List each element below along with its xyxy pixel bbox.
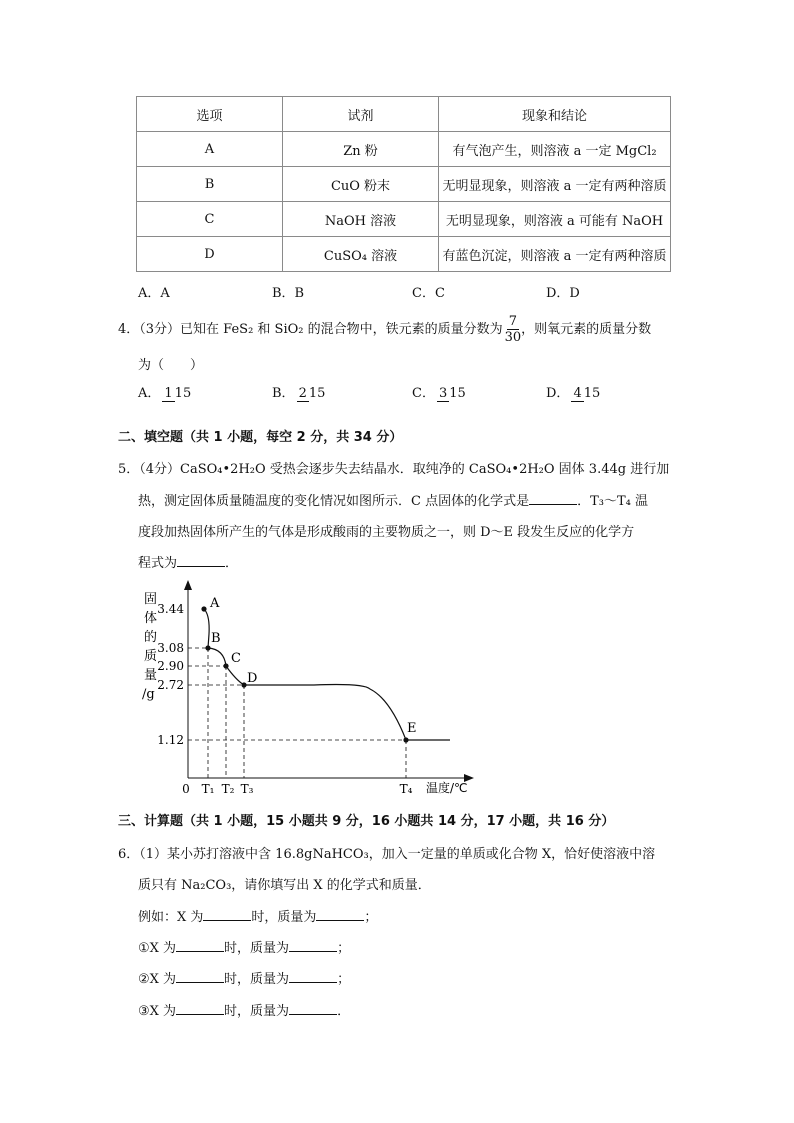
data-point-c bbox=[223, 663, 228, 668]
choice-a[interactable]: A．A bbox=[138, 286, 170, 301]
text: ． bbox=[337, 1004, 351, 1019]
section-2-heading: 二、填空题（共 1 小题，每空 2 分，共 34 分） bbox=[118, 430, 403, 445]
frac-den: 30 bbox=[504, 330, 522, 345]
y-axis-label bbox=[142, 592, 157, 702]
text: 时，质量为 bbox=[224, 972, 290, 987]
y-label-char: 体 bbox=[144, 611, 158, 626]
label: D． bbox=[546, 386, 570, 401]
point-label: E bbox=[407, 721, 417, 736]
data-point-a bbox=[201, 606, 206, 611]
text: ②X 为 bbox=[138, 972, 177, 987]
y-label-char: /g bbox=[142, 687, 155, 702]
y-label-char: 的 bbox=[144, 630, 158, 645]
text: ； bbox=[364, 910, 378, 925]
answer-blank[interactable] bbox=[289, 970, 337, 983]
choice-b[interactable]: B．B bbox=[272, 286, 305, 301]
text: 时，质量为 bbox=[251, 910, 317, 925]
origin-label: 0 bbox=[182, 782, 190, 796]
label: C． bbox=[412, 386, 435, 401]
x-tick-label: T₄ bbox=[399, 782, 413, 796]
frac-num: 7 bbox=[508, 314, 518, 329]
text: ③X 为 bbox=[138, 1004, 177, 1019]
point-label: C bbox=[231, 651, 241, 666]
cell: 无明显现象，则溶液 a 一定有两种溶质 bbox=[439, 167, 671, 202]
y-axis-arrow bbox=[184, 580, 192, 590]
y-tick-label: 3.08 bbox=[157, 641, 184, 655]
cell: CuSO₄ 溶液 bbox=[283, 237, 439, 272]
x-tick-label: T₁ bbox=[201, 782, 215, 796]
text: 时，质量为 bbox=[224, 941, 290, 956]
text: 例如：X 为 bbox=[138, 910, 204, 925]
x-tick-label: T₃ bbox=[240, 782, 254, 796]
text: ； bbox=[337, 941, 351, 956]
point-label: A bbox=[210, 596, 220, 611]
data-point-b bbox=[205, 645, 210, 650]
q4-text-after: ，则氧元素的质量分数 bbox=[521, 322, 652, 337]
label: B． bbox=[272, 386, 295, 401]
cell: Zn 粉 bbox=[283, 132, 439, 167]
frac-num: 4 bbox=[573, 385, 582, 401]
y-label-char: 量 bbox=[144, 668, 158, 683]
frac-num: 2 bbox=[298, 385, 307, 401]
frac-den: 15 bbox=[583, 385, 601, 401]
q4-line2: 为（ ） bbox=[138, 358, 204, 373]
answer-blank[interactable] bbox=[289, 939, 337, 952]
y-tick-label: 1.12 bbox=[157, 733, 184, 747]
cell: 无明显现象，则溶液 a 可能有 NaOH bbox=[439, 202, 671, 237]
frac-den: 15 bbox=[449, 385, 466, 401]
choice-d[interactable]: D．D bbox=[546, 286, 580, 301]
answer-blank[interactable] bbox=[176, 939, 224, 952]
answer-blank[interactable] bbox=[203, 908, 251, 921]
label: A． bbox=[138, 386, 161, 401]
cell: 有蓝色沉淀，则溶液 a 一定有两种溶质 bbox=[439, 237, 671, 272]
point-label: B bbox=[211, 631, 221, 646]
q4-text-before: 4．（3分）已知在 FeS₂ 和 SiO₂ 的混合物中，铁元素的质量分数为 bbox=[118, 322, 503, 337]
section-3-heading: 三、计算题（共 1 小题，15 小题共 9 分，16 小题共 14 分，17 小题，共 16 分） bbox=[118, 814, 615, 829]
y-tick-label: 2.72 bbox=[157, 678, 184, 692]
answer-blank[interactable] bbox=[176, 970, 224, 983]
cell: B bbox=[137, 167, 283, 202]
cell: D bbox=[137, 237, 283, 272]
q6-item-3 bbox=[138, 1000, 350, 1019]
frac-den: 15 bbox=[174, 385, 192, 401]
cell: CuO 粉末 bbox=[283, 167, 439, 202]
data-point-d bbox=[241, 682, 246, 687]
q5-line2-tail: ．T₃～T₄ 温 bbox=[577, 494, 648, 509]
point-label: D bbox=[247, 671, 258, 686]
choice-c[interactable]: C．C bbox=[412, 286, 445, 301]
y-label-char: 质 bbox=[144, 649, 158, 664]
q5-line2-text: 热，测定固体质量随温度的变化情况如图所示．C 点固体的化学式是 bbox=[138, 494, 530, 509]
q5-line3: 度段加热固体所产生的气体是形成酸雨的主要物质之一，则 D～E 段发生反应的化学方 bbox=[138, 525, 635, 540]
cell: NaOH 溶液 bbox=[283, 202, 439, 237]
q5-line4-tail: ． bbox=[225, 556, 239, 571]
cell: C bbox=[137, 202, 283, 237]
q6-line1: 6．（1）某小苏打溶液中含 16.8gNaHCO₃，加入一定量的单质或化合物 X，恰好使溶液中溶 bbox=[118, 847, 656, 862]
q6-example bbox=[138, 906, 377, 925]
header-reagent: 试剂 bbox=[283, 97, 439, 132]
header-option: 选项 bbox=[137, 97, 283, 132]
answer-blank[interactable] bbox=[176, 1002, 224, 1015]
cell: A bbox=[137, 132, 283, 167]
y-tick-label: 3.44 bbox=[157, 602, 184, 616]
q6-line2: 质只有 Na₂CO₃，请你填写出 X 的化学式和质量． bbox=[138, 878, 431, 893]
text: ①X 为 bbox=[138, 941, 177, 956]
cell: 有气泡产生，则溶液 a 一定 MgCl₂ bbox=[439, 132, 671, 167]
answer-blank[interactable] bbox=[289, 1002, 337, 1015]
y-label-char: 固 bbox=[144, 592, 158, 607]
data-point-e bbox=[403, 737, 408, 742]
q6-item-1 bbox=[138, 937, 350, 956]
q5-line1: 5．（4分）CaSO₄•2H₂O 受热会逐步失去结晶水．取纯净的 CaSO₄•2H₂O 固体 3.44g 进行加 bbox=[118, 462, 670, 477]
x-tick-label: T₂ bbox=[221, 782, 235, 796]
frac-den: 15 bbox=[308, 385, 326, 401]
frac-num: 3 bbox=[438, 385, 448, 401]
text: ； bbox=[337, 972, 351, 987]
y-tick-label: 2.90 bbox=[157, 659, 184, 673]
header-result: 现象和结论 bbox=[439, 97, 671, 132]
text: 时，质量为 bbox=[224, 1004, 290, 1019]
q6-item-2 bbox=[138, 968, 350, 987]
x-axis-label: 温度/℃ bbox=[426, 781, 468, 795]
frac-num: 1 bbox=[164, 385, 173, 401]
answer-blank[interactable] bbox=[316, 908, 364, 921]
q5-line4-text: 程式为 bbox=[138, 556, 178, 571]
